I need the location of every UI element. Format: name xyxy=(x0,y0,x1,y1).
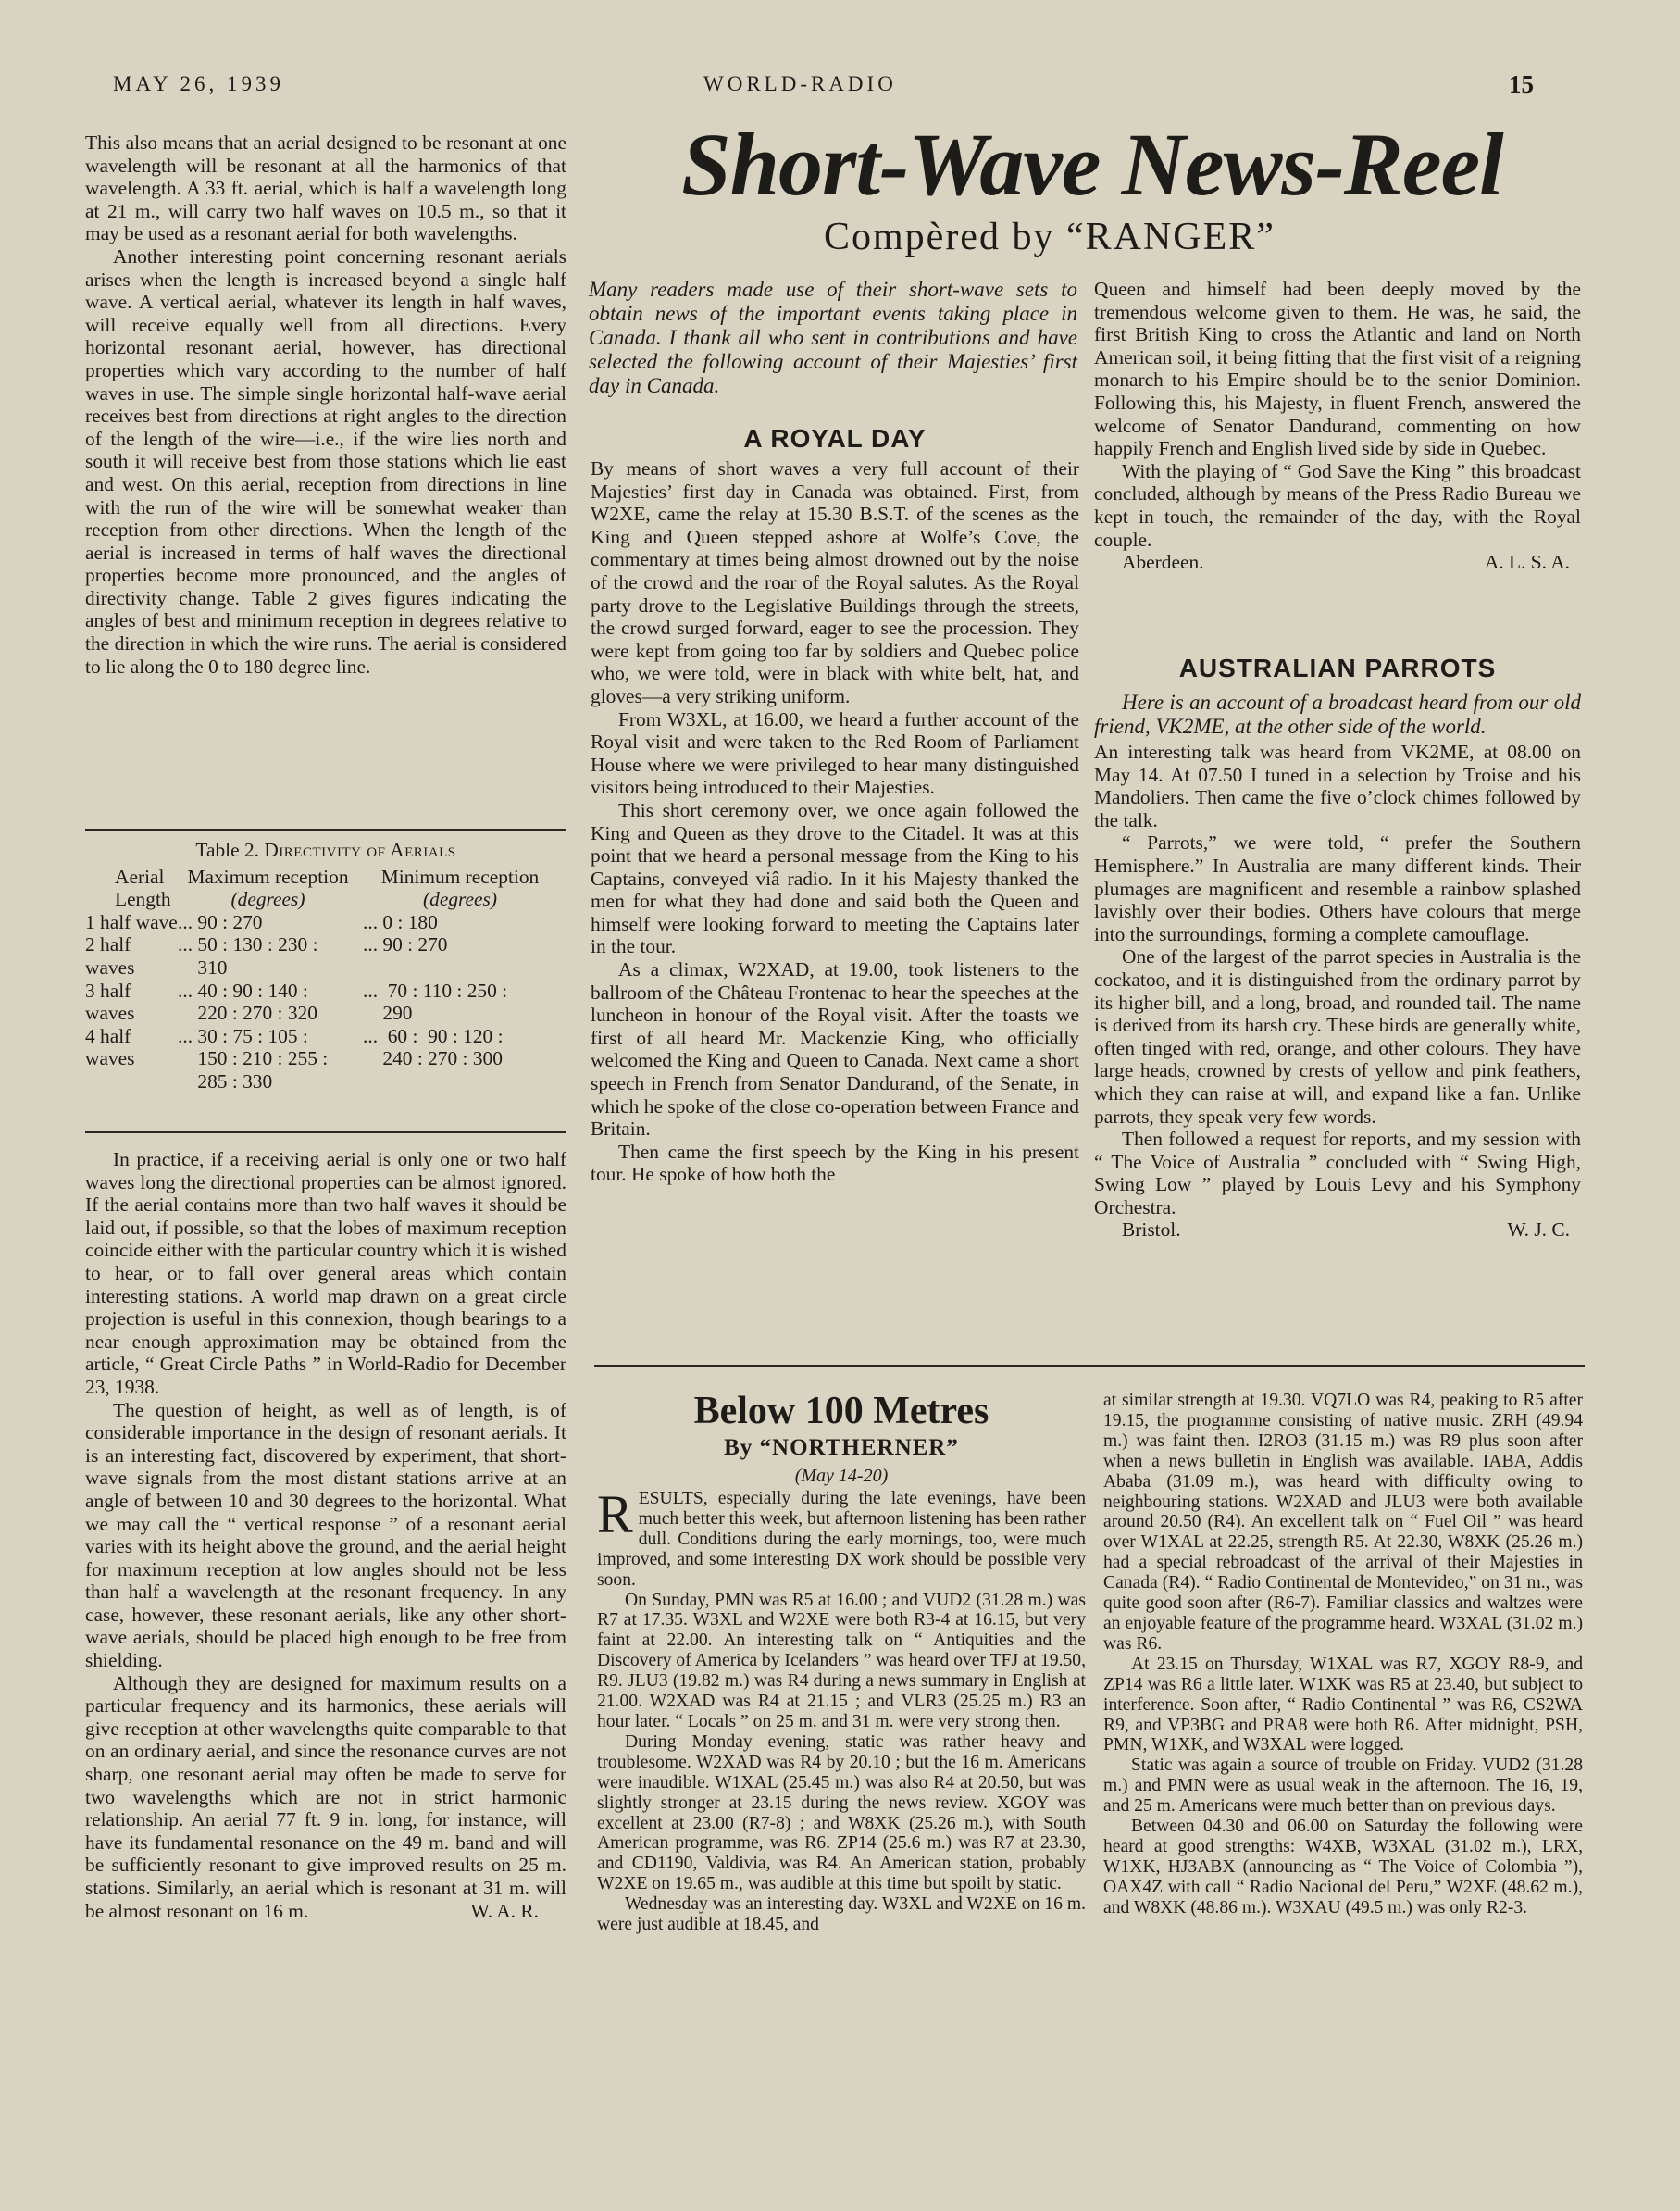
royal-signature xyxy=(1094,551,1581,574)
row-min: ... 60 : 90 : 120 : 240 : 270 : 300 xyxy=(363,1024,504,1070)
first-para-text: ESULTS, especially during the late evenings, have been much better this week, but afternoon listening has been rather dull. Conditions during the early mornings, too, were much improved, and some interesting DX work should be possible very soon. xyxy=(597,1489,1086,1590)
article-paragraph: Another interesting point concerning resonant aerials arises when the length is increased beyond a single half wave. A vertical aerial, whatever its length in half waves, will receive equally well from all directions. Every horizontal resonant aerial, however, has directional properties which vary according to the number of half waves in use. The simple single horizontal half-wave aerial receives best from directions at right angles to the direction of the length of the wire—i.e., if the wire lies north and south it will receive best from those stations which lie east and west. On this aerial, reception from directions in line with the run of the wire will be somewhat weaker than reception from other directions. When the length of the aerial is increased in terms of half waves the directional properties become more pronounced, and the angles of directivity change. Table 2 gives figures indicating the angles of best and minimum reception in degrees relative to the direction in which the wire runs. The aerial is considered to lie along the 0 to 180 degree line. xyxy=(85,244,566,678)
newsreel-intro: Many readers made use of their short-wave sets to obtain news of the important events taking place in Canada. I thank all who sent in contributions and have selected the following account of their Majesties’ first day in Canada. xyxy=(589,278,1077,397)
drop-cap: R xyxy=(597,1484,633,1544)
row-length: 4 half waves xyxy=(85,1024,135,1070)
table-bottom-rule xyxy=(85,1131,566,1133)
row-min: ... 90 : 270 xyxy=(363,933,448,956)
table-col-head-max xyxy=(178,866,358,911)
royal-day-text xyxy=(591,457,1079,1186)
newsreel-byline: Compèred by “RANGER” xyxy=(824,216,1276,258)
parrots-initials: W. J. C. xyxy=(1507,1218,1570,1242)
table-col-head-min xyxy=(358,866,562,911)
below100-column-right xyxy=(1103,1391,1583,1918)
row-min: ... 0 : 180 xyxy=(363,910,438,933)
table-row xyxy=(85,933,566,979)
article-paragraph: This also means that an aerial designed to be resonant at one wavelength will be resonant at all the harmonics of that wavelength. A 33 ft. aerial, which is half a wavelength long at 21 m., will carry two half waves on 10.5 m., so that it may be used as a resonant aerial for both wavelengths. xyxy=(85,131,566,245)
parrots-place: Bristol. xyxy=(1122,1218,1181,1242)
parrots-paragraph: An interesting talk was heard from VK2ME, at 08.00 on May 14. At 07.50 I tuned in a selection by Troise and his Mandoliers. Then came the five o’clock chimes followed by the talk. xyxy=(1094,741,1581,831)
newsreel-title: Short-Wave News-Reel xyxy=(681,115,1503,214)
table-row xyxy=(85,980,566,1025)
below100-paragraph: At 23.15 on Thursday, W1XAL was R7, XGOY R8-9, and ZP14 was R6 a little later. W1XK was R5 at 23.40, but subject to interference. Soon after, “ Radio Continental ” was R6, CS2WA R9, and VP3BG and PRA8 were both R6. After midnight, PSH, PMN, W1XK, and W3XAL were logged. xyxy=(1103,1654,1583,1755)
parrots-signature xyxy=(1094,1218,1581,1242)
article-signature: W. A. R. xyxy=(470,1900,539,1923)
below100-byline: By “NORTHERNER” xyxy=(724,1435,959,1460)
max-head-label: Maximum reception xyxy=(187,865,349,888)
below100-dates: (May 14-20) xyxy=(794,1466,889,1486)
page-number: 15 xyxy=(1509,70,1534,98)
royal-paragraph: From W3XL, at 16.00, we heard a further account of the Royal visit and were taken to the Red Room of Parliament House where we were privileged to hear many distinguished visitors being introduced to their Majesties. xyxy=(591,707,1079,799)
row-max: ... 40 : 90 : 140 : 220 : 270 : 320 xyxy=(178,979,317,1025)
table-caption-title: Directivity of Aerials xyxy=(264,839,456,861)
royal-paragraph: Queen and himself had been deeply moved by the tremendous welcome given to them. He was, he said, the first British King to cross the Atlantic and land on North American soil, it being fitting that the first visit of a reigning monarch to his Empire should be to the senior Dominion. Following this, his Majesty, in fluent French, answered the welcome of Senator Dandurand, commenting on how happily French and English lived side by side in Quebec. xyxy=(1094,278,1581,460)
aerial-article-top xyxy=(85,131,566,678)
parrots-intro: Here is an account of a broadcast heard from our old friend, VK2ME, at the other side of the world. xyxy=(1094,691,1581,738)
article-paragraph: Although they are designed for maximum results on a particular frequency and its harmonics, these aerials will give reception at other wavelengths quite comparable to that on an ordinary aerial, and since the resonance curves are not sharp, one resonant aerial may often be made to serve for two wavelengths which are not in strict harmonic relationship. An aerial 77 ft. 9 in. long, for instance, will have its fundamental resonance on the 49 m. band and will be sufficiently resonant to give improved results on 25 m. stations. Similarly, an aerial which is resonant at 31 m. will be almost resonant on 16 m. xyxy=(85,1671,566,1922)
min-unit-label: (degrees) xyxy=(423,888,497,911)
royal-paragraph: By means of short waves a very full account of their Majesties’ first day in Canada was obtained. First, from W2XE, came the relay at 15.30 B.S.T. of the scenes as the King and Queen stepped ashore at Wolfe’s Cove, the commentary at times being almost drowned out by the noise of the crowd and the roar of the Royal salutes. As the Royal party drove to the Legislative Buildings through the streets, the crowd surged forward, eager to see the procession. They were kept from going too far by soldiers and Quebec police who, we were told, were in black with white belt, hat, and gloves—a very striking uniform. xyxy=(591,457,1079,707)
issue-date: MAY 26, 1939 xyxy=(113,72,284,95)
row-max: ... 90 : 270 xyxy=(178,910,263,933)
row-length: 1 half wave xyxy=(85,910,178,933)
table-row xyxy=(85,1025,566,1093)
parrots-text xyxy=(1094,691,1581,1242)
table-row xyxy=(85,911,566,934)
table-top-rule xyxy=(85,829,566,831)
parrots-paragraph: One of the largest of the parrot species in Australia is the cockatoo, and it is distinguished from the ordinary parrot by its higher bill, and a long, broad, and rounded tail. The name is derived from its harsh cry. These birds are generally white, often tinged with red, orange, and other colours. They have large heads, crowned by crests of yellow and pink feathers, which they can raise at will, and expand like a fan. Unlike parrots, they speak very few words. xyxy=(1094,945,1581,1128)
parrots-paragraph: “ Parrots,” we were told, “ prefer the Southern Hemisphere.” In Australia are many different kinds. Their plumages are magnificent and resemble a rainbow splashed lavishly over their bodies. Others have colours that merge into the surroundings, forming a complete camouflage. xyxy=(1094,831,1581,945)
royal-day-heading: A ROYAL DAY xyxy=(743,424,927,453)
row-max: ... 30 : 75 : 105 : 150 : 210 : 255 : 285 : 330 xyxy=(178,1024,329,1093)
publication-name: WORLD-RADIO xyxy=(703,72,897,95)
parrots-paragraph: Then followed a request for reports, and my session with “ The Voice of Australia ” concluded with “ Swing High, Swing Low ” played by Louis Levy and his Symphony Orchestra. xyxy=(1094,1128,1581,1218)
row-length: 3 half waves xyxy=(85,979,135,1025)
below100-paragraph: On Sunday, PMN was R5 at 16.00 ; and VUD2 (31.28 m.) was R7 at 17.35. W3XL and W2XE were both R3-4 at 16.15, but very faint at 22.00. An interesting talk on “ Antiquities and the Discovery of America by Icelanders ” was heard over TFJ at 19.50, R9. JLU3 (19.82 m.) was R4 during a news summary in English at 21.00. W2XAD was R4 at 21.15 ; and VLR3 (25.25 m.) R3 an hour later. “ Locals ” on 25 m. and 31 m. were very strong then. xyxy=(597,1590,1086,1731)
article-paragraph: The question of height, as well as of length, is of considerable importance in the design of resonant aerials. It is an interesting fact, discovered by experiment, that short-wave signals from the most distant stations arrive at an angle of between 10 and 30 degrees to the horizontal. What we may call the “ vertical response ” of a resonant aerial varies with its height above the ground, and the aerial height for maximum reception at low angles should not be less than half a wavelength at the resonant frequency. In any case, however, these resonant aerials, like any other short-wave aerials, should be placed high enough to be free from shielding. xyxy=(85,1398,566,1672)
royal-paragraph: This short ceremony over, we once again followed the King and Queen as they drove to the Citadel. It was at this point that we heard a personal message from the King to his Captains, conveyed viâ radio. In it his Majesty thanked the men for what they had done and said both the Queen and himself were looking forward to meeting the Captains later in the tour. xyxy=(591,798,1079,958)
royal-place: Aberdeen. xyxy=(1122,551,1204,574)
row-length: 2 half waves xyxy=(85,933,135,979)
below100-paragraph xyxy=(597,1484,1086,1591)
royal-initials: A. L. S. A. xyxy=(1484,551,1570,574)
table-caption xyxy=(85,839,566,862)
below100-paragraph: Static was again a source of trouble on Friday. VUD2 (31.28 m.) and PMN were as usual weak in the afternoon. The 16, 19, and 25 m. Americans were much better than on previous days. xyxy=(1103,1755,1583,1817)
royal-paragraph: With the playing of “ God Save the King ” this broadcast concluded, although by means of the Press Radio Bureau we kept in touch, the remainder of the day, with the Royal couple. xyxy=(1094,459,1581,551)
royal-paragraph: As a climax, W2XAD, at 19.00, took listeners to the ballroom of the Château Frontenac to hear the speeches at the luncheon in honour of the Royal visit. After the toasts we first of all heard Mr. Mackenzie King, who officially welcomed the King and Queen to Canada. Next came a short speech in French from Senator Dandurand, of the Senate, in which he spoke of the close co-operation between France and Britain. xyxy=(591,958,1079,1141)
below100-paragraph: Wednesday was an interesting day. W3XL and W2XE on 16 m. were just audible at 18.45, and xyxy=(597,1894,1086,1935)
section-rule xyxy=(594,1365,1585,1367)
aerial-article-bottom xyxy=(85,1148,566,1923)
below100-paragraph: Between 04.30 and 06.00 on Saturday the following were heard at good strengths: W4XB, W3XAL (31.02 m.), LRX, W1XK, HJ3ABX (announcing as “ The Voice of Colombia ”), OAX4Z with call “ Radio Nacional del Peru,” W2XE (48.62 m.), and W8XK (48.86 m.). W3XAU (49.5 m.) was only R2-3. xyxy=(1103,1817,1583,1917)
below100-paragraph: at similar strength at 19.30. VQ7LO was R4, peaking to R5 after 19.15, the programme consisting of native music. ZRH (49.94 m.) was faint then. I2RO3 (31.15 m.) was R9 plus soon after when a news bulletin in English was available. IABA, Addis Ababa (31.09 m.), was heard with difficulty owing to neighbouring stations. W2XAD and JLU3 were both available around 20.50 (R4). An excellent talk on “ Fuel Oil ” was heard over W1XAL at 22.25, strength R5. At 22.30, W8XK (25.26 m.) had a special rebroadcast of the arrival of their Majesties in Canada (R4). “ Radio Continental de Montevideo,” on 31 m., was quite good soon after (R6-7). Familiar classics and waltzes were an enjoyable feature of the programme heard. W3XAL (31.02 m.) was R6. xyxy=(1103,1391,1583,1654)
royal-day-continued xyxy=(1094,278,1581,574)
below100-paragraph: During Monday evening, static was rather heavy and troublesome. W2XAD was R4 by 20.10 ; but the 16 m. Americans were inaudible. W1XAL (25.45 m.) was also R4 at 20.50, but was slightly stronger at 23.15 during the news review. XGOY was excellent at 23.00 (R7-8) ; and W8XK (25.26 m.), with South American programme, was R6. ZP14 (25.6 m.) was R7 at 23.30, and CD1190, Valdivia, was R4. An American station, probably W2XE on 19.65 m., was audible at this time but spoilt by static. xyxy=(597,1731,1086,1894)
row-min: ... 70 : 110 : 250 : 290 xyxy=(363,979,508,1025)
below100-title: Below 100 Metres xyxy=(693,1390,989,1432)
table-caption-prefix: Table 2. xyxy=(195,839,259,861)
royal-paragraph: Then came the first speech by the King in his present tour. He spoke of how both the xyxy=(591,1140,1079,1186)
parrots-heading: AUSTRALIAN PARROTS xyxy=(1178,654,1497,682)
table-col-head-length: Aerial Length xyxy=(115,865,171,911)
max-unit-label: (degrees) xyxy=(230,888,305,911)
row-max: ... 50 : 130 : 230 : 310 xyxy=(178,933,318,979)
table-header xyxy=(85,866,566,911)
directivity-table xyxy=(85,839,566,1093)
below100-column-left xyxy=(597,1484,1086,1935)
min-head-label: Minimum reception xyxy=(380,865,540,888)
article-paragraph: In practice, if a receiving aerial is only one or two half waves long the directional properties can be almost ignored. If the aerial contains more than two half waves it should be laid out, if possible, so that the lobes of maximum reception coincide either with the particular country which it is wished to hear, or to fall over general areas which contain interesting stations. A world map drawn on a great circle projection is useful in this connexion, though bearings to a near enough approximation may be obtained from the article, “ Great Circle Paths ” in World-Radio for December 23, 1938. xyxy=(85,1148,566,1398)
